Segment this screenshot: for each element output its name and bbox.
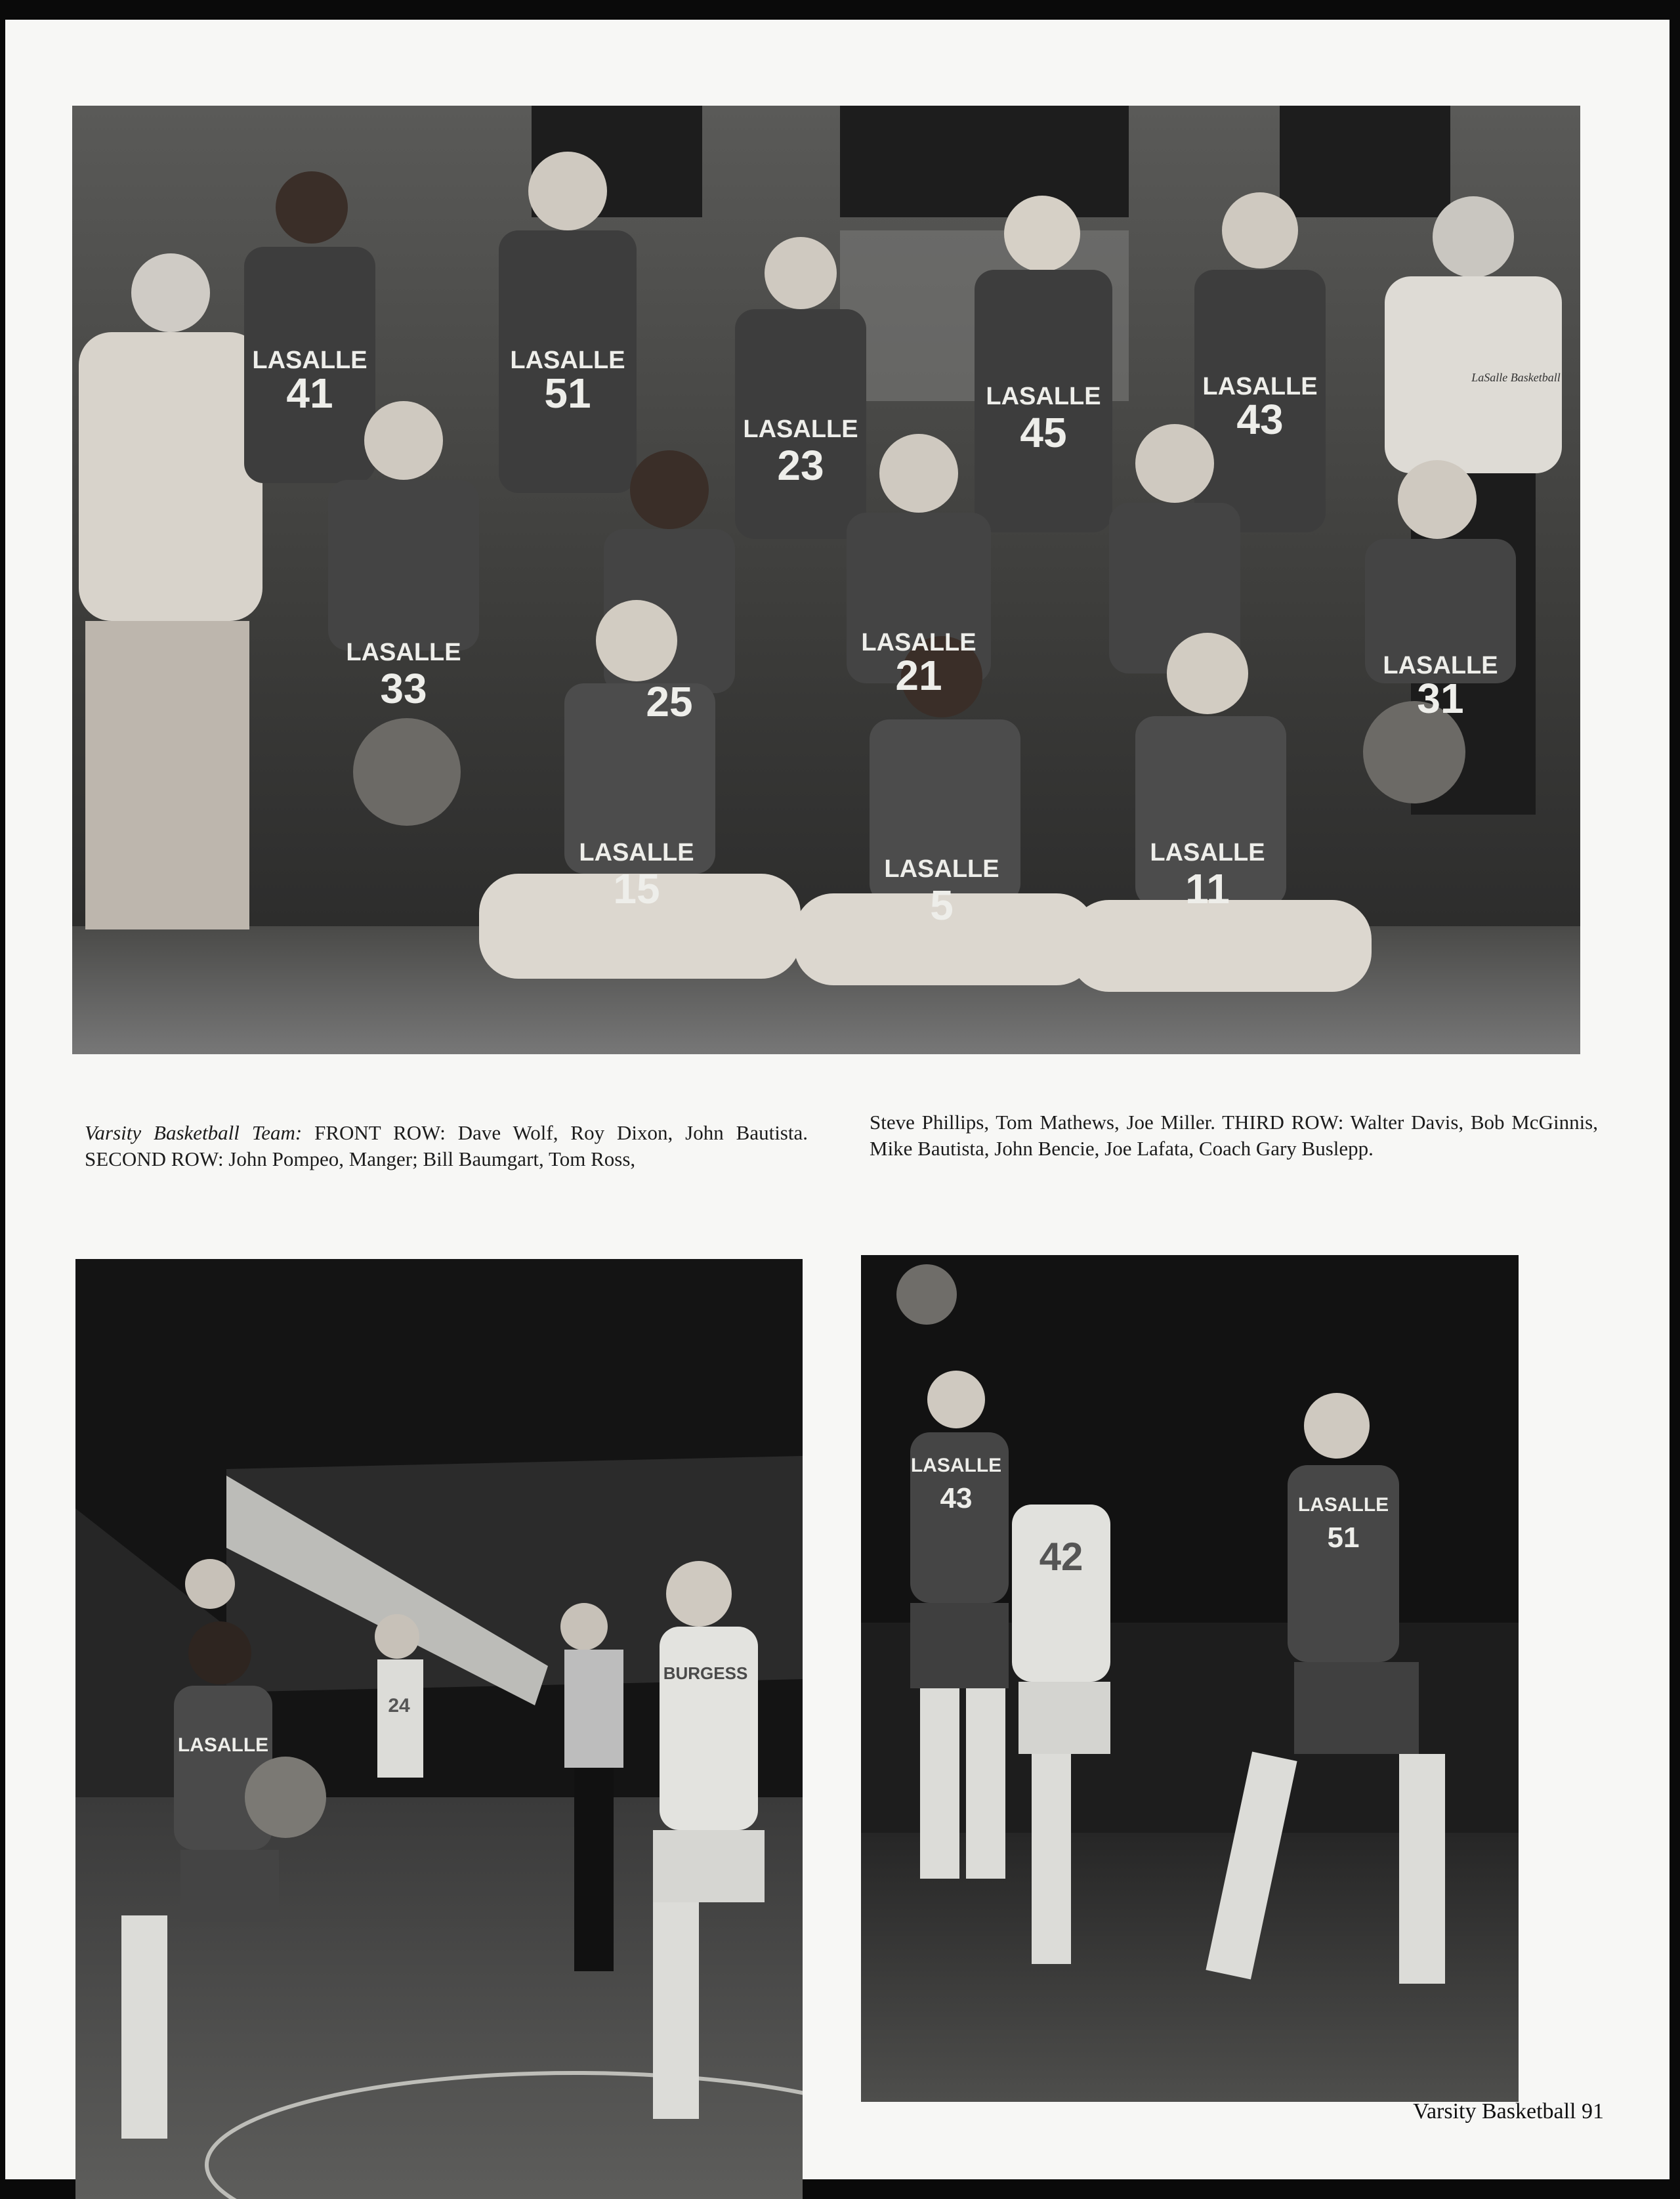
team-caption-right xyxy=(870,1109,1598,1162)
jersey-number: 43 xyxy=(1236,396,1284,443)
jersey-lettering: LASALLE xyxy=(579,839,694,866)
jersey-lettering: LASALLE xyxy=(177,1734,269,1756)
jersey-lettering: LASALLE xyxy=(861,629,976,656)
jersey-number: 31 xyxy=(1417,675,1464,722)
caption-text-2: Steve Phillips, Tom Mathews, Joe Miller. THIRD ROW: Walter Davis, Bob McGinnis, Mike Bautista, John Bencie, Joe Lafata, Coach Gary Buslepp. xyxy=(870,1111,1598,1160)
jersey-lettering: LASALLE xyxy=(252,347,368,374)
basketball xyxy=(353,718,461,826)
jersey-number: 51 xyxy=(544,370,591,417)
basketball xyxy=(896,1264,957,1325)
jersey-lettering: LASALLE xyxy=(986,383,1101,410)
jersey-number: 25 xyxy=(646,678,693,725)
action-photo-right-image xyxy=(861,1255,1519,2102)
jersey-lettering: LASALLE xyxy=(1297,1494,1389,1516)
yearbook-page xyxy=(5,20,1670,2179)
lasalle-player-43 xyxy=(910,1371,1009,1879)
jersey-lettering: LASALLE xyxy=(1383,652,1498,679)
caption-team-label: Varsity Basketball Team: xyxy=(85,1121,303,1144)
jersey-lettering: LASALLE xyxy=(1150,839,1265,866)
opponent-number: 24 xyxy=(388,1695,410,1717)
jersey-lettering: LASALLE xyxy=(1202,373,1318,400)
opponent-jersey-lettering: BURGESS xyxy=(663,1663,748,1683)
opponent-number: 42 xyxy=(1039,1535,1083,1579)
basketball xyxy=(245,1757,326,1838)
team-photo-image xyxy=(72,106,1580,1054)
manager xyxy=(79,253,262,929)
jersey-number: 43 xyxy=(940,1482,973,1514)
jersey-number: 23 xyxy=(777,442,824,489)
jersey-number: 33 xyxy=(380,665,427,712)
action-photo-right xyxy=(861,1255,1519,2102)
jersey-number: 51 xyxy=(1327,1522,1360,1554)
action-photo-left-image xyxy=(75,1259,803,2199)
jersey-lettering: LASALLE xyxy=(346,639,461,666)
jersey-number: 45 xyxy=(1020,409,1067,456)
team-caption-left xyxy=(85,1120,808,1172)
team-photo xyxy=(72,106,1580,1054)
jersey-number: 15 xyxy=(613,865,660,912)
jersey-number: 41 xyxy=(286,370,333,417)
jersey-lettering: LASALLE xyxy=(884,855,999,883)
jersey-lettering: LASALLE xyxy=(910,1455,1002,1476)
coach-shirt-text: LaSalle Basketball xyxy=(1471,371,1561,384)
jersey-lettering: LASALLE xyxy=(743,416,858,443)
jersey-number: 11 xyxy=(1185,865,1230,912)
caption-text-1: FRONT ROW: Dave Wolf, Roy Dixon, John Bautista. SECOND ROW: John Pompeo, Manger; Bill Baumgart, Tom Ross, xyxy=(85,1121,808,1170)
jersey-lettering: LASALLE xyxy=(510,347,625,374)
jersey-number: 21 xyxy=(895,652,942,699)
page-footer: Varsity Basketball 91 xyxy=(1413,2099,1604,2124)
jersey-number: 5 xyxy=(930,882,954,929)
action-photo-left xyxy=(75,1259,803,2199)
